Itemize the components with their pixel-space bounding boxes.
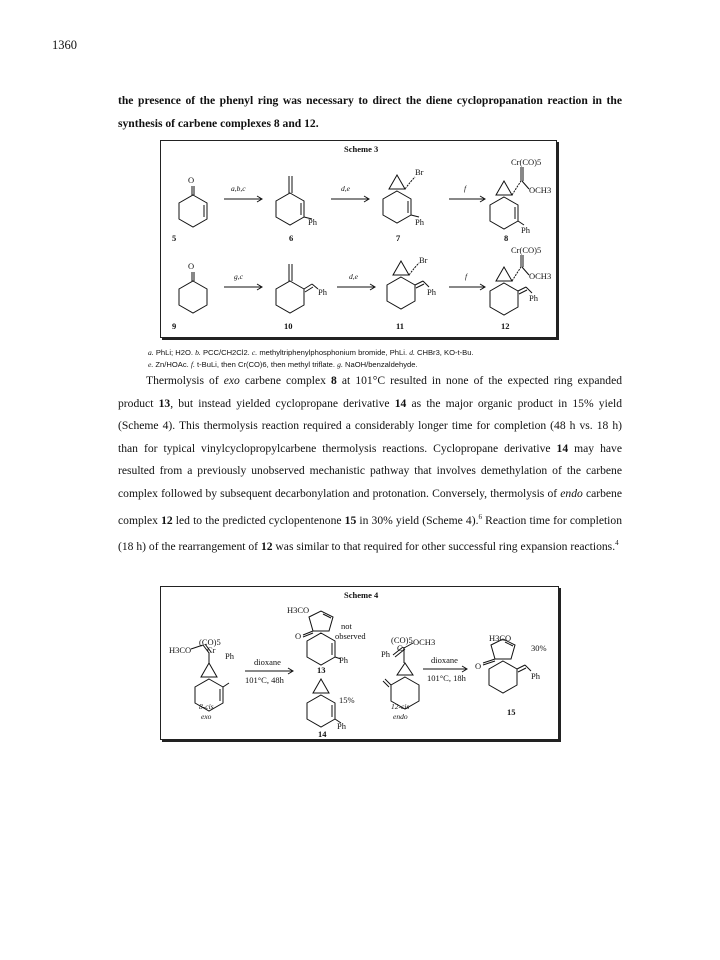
compound-12-ph: Ph [529,293,538,303]
scheme-4-box [160,586,559,740]
scheme-3-drawing [161,141,556,337]
compound-5-structure [179,175,207,227]
compound-7-ph: Ph [415,217,424,227]
compound-6-structure [276,176,312,225]
compound-12cis-label: 12-cis [391,702,410,711]
compound-12-label: 12 [501,321,510,331]
compound-8-structure [490,167,529,229]
yield-14: 15% [339,695,355,705]
solvent-right: dioxane [431,655,458,665]
arrow-3 [449,196,485,202]
compound-11-ph: Ph [427,287,436,297]
arrow-left [245,668,293,674]
arrow-5 [337,284,375,290]
reagent-f-1: f [464,184,467,193]
compound-8cis-h3co: H3CO [169,645,192,655]
compound-11-br: Br [419,255,428,265]
compound-12cis-sub: endo [393,712,408,721]
compound-15-h3co: H3CO [489,633,512,643]
compound-13-h3co: H3CO [287,605,310,615]
compound-13-o: O [295,631,302,641]
compound-6-ph: Ph [308,217,317,227]
compound-8-label: 8 [504,233,509,243]
reagent-de-2: d,e [349,272,358,281]
compound-8cis-ph: Ph [225,651,234,661]
compound-14-ph: Ph [337,721,346,731]
compound-10-structure [276,264,318,313]
scheme-4-title: Scheme 4 [344,590,379,600]
compound-11-structure [387,261,429,309]
solvent-left: dioxane [254,657,281,667]
arrow-1 [224,196,262,202]
compound-11-label: 11 [396,321,405,331]
compound-12-structure [490,255,532,315]
arrow-2 [331,196,369,202]
compound-7-structure [383,175,419,223]
compound-6-label: 6 [289,233,294,243]
cond-right: 101°C, 18h [427,673,466,683]
compound-7-br: Br [415,167,424,177]
yield-15: 30% [531,643,547,653]
scheme-3-title: Scheme 3 [344,144,379,154]
compound-8cis-label: 8-cis [199,702,214,711]
compound-8cis-cr: Cr [207,645,216,655]
compound-12-och3: OCH3 [529,271,552,281]
compound-15-label: 15 [507,707,516,717]
compound-8cis-co5: (CO)5 [199,637,221,647]
arrow-4 [224,284,262,290]
svg-text:O: O [188,175,195,185]
compound-12cis-och3: OCH3 [413,637,436,647]
compound-13-ph: Ph [339,655,348,665]
scheme-3-footnote: a. PhLi; H2O. b. PCC/CH2Cl2. c. methyltriphenylphosphonium bromide, PhLi. d. CHBr3, KO-t-Bu. e. Zn/HOAc. f. t-BuLi, then Cr(CO)6, then methyl triflate. g. NaOH/benzaldehyde. [148,348,474,369]
compound-15-o: O [475,661,482,671]
cond-left: 101°C, 48h [245,675,284,685]
main-paragraph: Thermolysis of exo carbene complex 8 at 101°C resulted in none of the expected ring expanded product 13, but instead yielded cyclopropane derivative 14 as the major organic product in 15% yield (Scheme 4). This thermolysis reaction required a considerably longer time for completion (48 h vs. 18 h) than for typical vinylcyclopropylcarbene thermolysis reactions. Cyclopropane derivative 14 may have resulted from a previously unobserved mechanistic pathway that involves demethylation of the carbene complex followed by subsequent decarbonylation and protonation. Conversely, thermolysis of endo carbene complex 12 led to the predicted cyclopentenone 15 in 30% yield (Scheme 4).$^6$ Reaction time for completion (18 h) of the rearrangement of 12 was similar to that required for other successful ring expansion reactions.$^4$ [118,374,623,553]
compound-5-label: 5 [172,233,177,243]
compound-8cis-sub: exo [201,712,212,721]
not-observed-2: observed [335,631,366,641]
svg-text:O: O [188,261,195,271]
compound-15-structure [483,639,531,693]
compound-13-label: 13 [317,665,326,675]
compound-7-label: 7 [396,233,401,243]
compound-10-ph: Ph [318,287,327,297]
compound-14-label: 14 [318,729,327,739]
arrow-right [423,666,467,672]
compound-12cis-cr: Cr [397,643,406,653]
compound-9-structure [179,261,207,313]
compound-12cis-ph: Ph [381,649,390,659]
compound-12cis-co5: (CO)5 [391,635,413,645]
scheme-3-box [160,140,557,338]
scheme-4-drawing [161,587,558,739]
compound-8-ph: Ph [521,225,530,235]
compound-9-label: 9 [172,321,177,331]
reagent-f-2: f [465,272,468,281]
compound-8-och3: OCH3 [529,185,552,195]
compound-10-label: 10 [284,321,293,331]
reagent-de-1: d,e [341,184,350,193]
compound-8-cr: Cr(CO)5 [511,157,542,167]
compound-12-cr: Cr(CO)5 [511,245,542,255]
intro-paragraph: the presence of the phenyl ring was necessary to direct the diene cyclopropanation reaction in the synthesis of carbene complexes 8 and 12. [118,94,622,130]
arrow-6 [449,284,485,290]
compound-14-structure [307,679,341,727]
compound-15-ph: Ph [531,671,540,681]
reagent-gc: g,c [234,272,243,281]
page-number: 1360 [52,38,77,52]
reagent-abc: a,b,c [231,184,246,193]
not-observed-1: not [341,621,352,631]
